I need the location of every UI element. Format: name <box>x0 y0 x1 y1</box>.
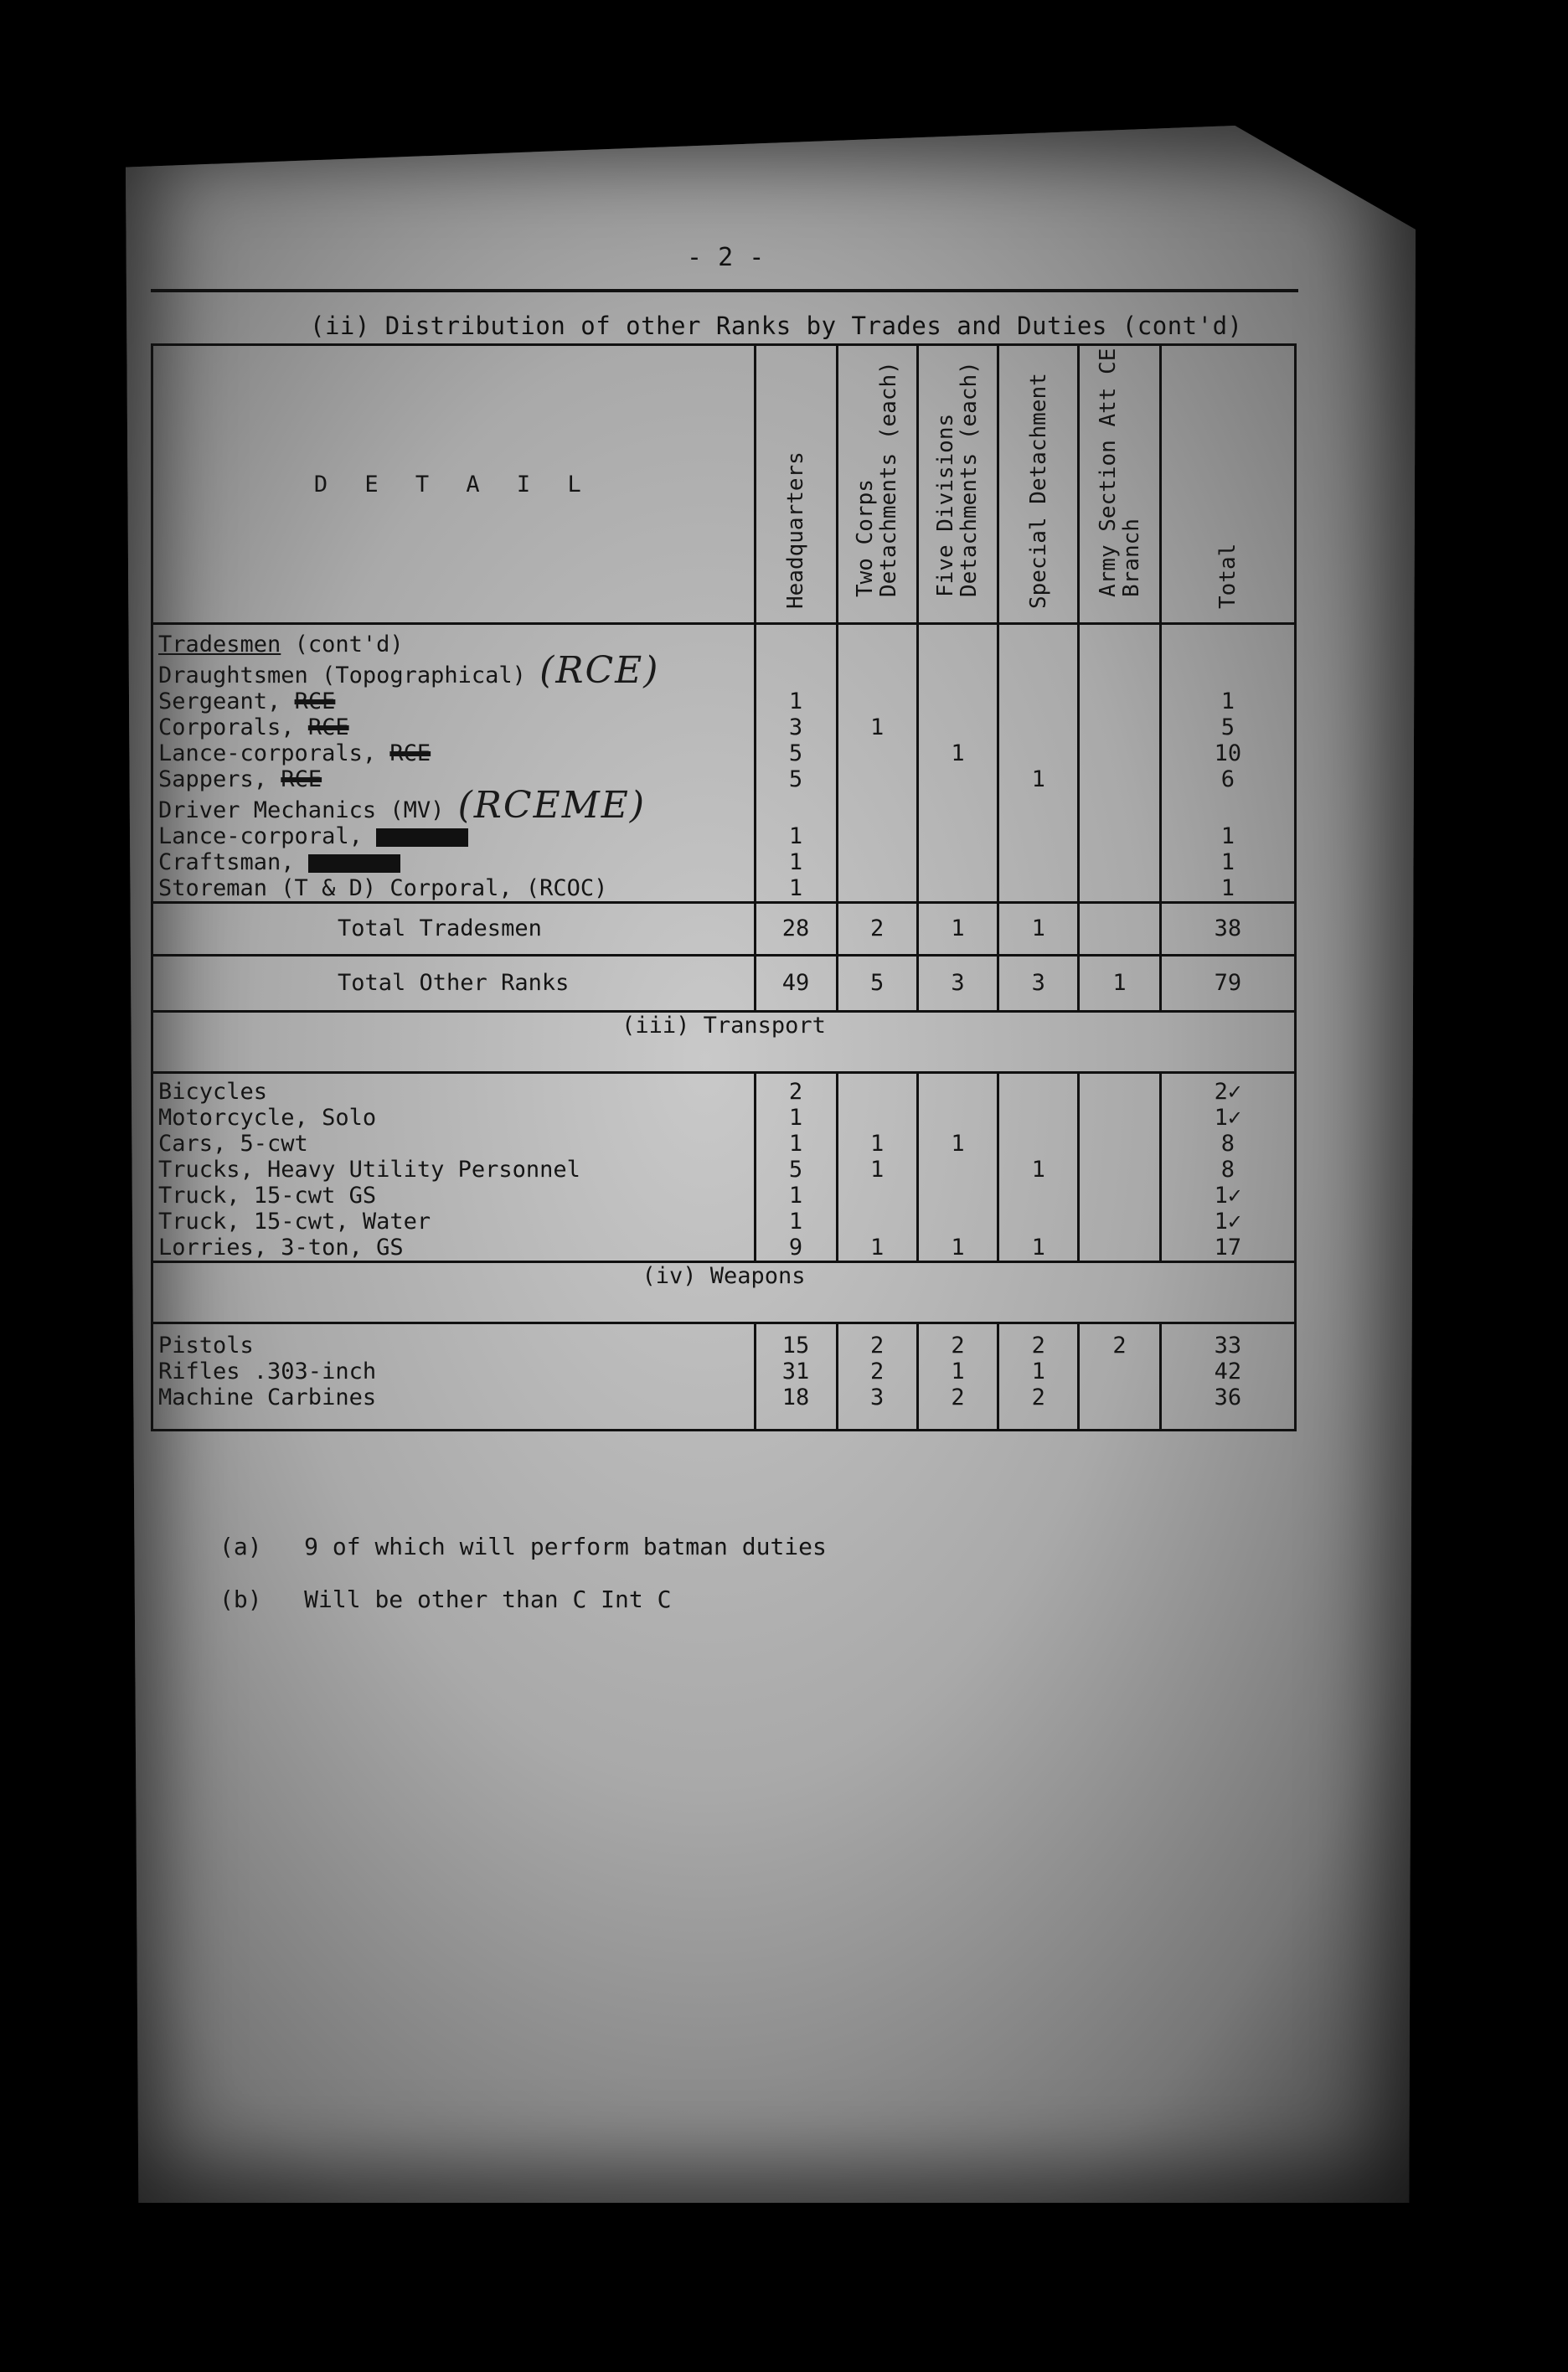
total-other-ranks-row-divs: 3 <box>917 956 998 1012</box>
col-total-label: Total <box>1215 543 1240 609</box>
tradesmen-row-label-text: Lance-corporal, <box>158 823 363 849</box>
section-title: (ii) Distribution of other Ranks by Trades and Duties (cont'd) <box>310 312 1243 340</box>
transport-row <box>152 1209 1296 1235</box>
col-divisions-label: Five Divisions Detachments (each) <box>933 361 983 597</box>
weapons-heading-row-label: (iv) Weapons <box>152 1262 1296 1323</box>
col-divisions <box>917 345 998 624</box>
col-corps-label: Two Corps Detachments (each) <box>853 361 902 597</box>
transport-row-corps <box>837 1073 917 1106</box>
tradesmen-row-corps <box>837 875 917 903</box>
tradesmen-row-special <box>998 688 1079 714</box>
tradesmen-row-struck-text: RCE <box>281 766 322 792</box>
tradesmen-row-total: 5 <box>1160 714 1295 740</box>
transport-body <box>152 1012 1296 1262</box>
weapons-row-corps: 2 <box>837 1359 917 1385</box>
weapons-body <box>152 1262 1296 1431</box>
tradesmen-heading-hq <box>755 624 837 658</box>
transport-row-army <box>1079 1073 1160 1106</box>
tradesmen-row-redaction <box>376 828 468 847</box>
transport-row-hq: 1 <box>755 1105 837 1131</box>
tradesmen-row-divs <box>917 823 998 849</box>
tradesmen-row-army <box>1079 823 1160 849</box>
weapons-row-total: 33 <box>1160 1323 1295 1359</box>
weapons-row-total: 36 <box>1160 1385 1295 1431</box>
transport-row <box>152 1131 1296 1157</box>
tradesmen-row-corps <box>837 688 917 714</box>
tradesmen-row <box>152 766 1296 792</box>
transport-row-corps <box>837 1105 917 1131</box>
weapons-row-label-text: Rifles .303-inch <box>158 1359 377 1385</box>
tradesmen-row-struck-text: RCE <box>294 688 336 714</box>
tradesmen-heading-corps <box>837 624 917 658</box>
tradesmen-row-label-text: Storeman (T & D) Corporal, <box>158 875 513 901</box>
weapons-row-divs: 2 <box>917 1385 998 1431</box>
tradesmen-row-hq: 1 <box>755 688 837 714</box>
weapons-row-special: 1 <box>998 1359 1079 1385</box>
total-other-ranks-row-special: 3 <box>998 956 1079 1012</box>
transport-row-label-text: Bicycles <box>158 1079 268 1105</box>
transport-row-label <box>152 1183 756 1209</box>
transport-row <box>152 1183 1296 1209</box>
tradesmen-row-label-text: Sergeant, <box>158 688 281 714</box>
col-corps <box>837 345 917 624</box>
top-rule <box>151 289 1298 292</box>
tradesmen-row-divs: 1 <box>917 740 998 766</box>
tradesmen-row-special <box>998 714 1079 740</box>
weapons-row-divs: 2 <box>917 1323 998 1359</box>
tradesmen-row-divs <box>917 714 998 740</box>
tradesmen-row-annotation: (RCOC) <box>525 875 608 901</box>
tradesmen-row-corps <box>837 740 917 766</box>
tradesmen-heading-army <box>1079 624 1160 658</box>
weapons-row-corps: 3 <box>837 1385 917 1431</box>
tradesmen-row-army <box>1079 875 1160 903</box>
tradesmen-heading-text: Tradesmen <box>158 632 281 657</box>
total-tradesmen-row <box>152 903 1296 956</box>
tradesmen-row-hq: 5 <box>755 766 837 792</box>
tradesmen-heading-total <box>1160 624 1295 658</box>
tradesmen-row-redaction <box>308 854 400 873</box>
transport-row-hq: 1 <box>755 1209 837 1235</box>
total-tradesmen-row-label <box>152 903 756 956</box>
tradesmen-row-struck-text: RCE <box>389 740 431 766</box>
col-army <box>1079 345 1160 624</box>
col-detail: D E T A I L <box>152 345 756 624</box>
col-headquarters <box>755 345 837 624</box>
col-total <box>1160 345 1295 624</box>
tradesmen-row-army <box>1079 714 1160 740</box>
tradesmen-row-corps: 1 <box>837 714 917 740</box>
transport-row-divs <box>917 1073 998 1106</box>
transport-row-total: 17 <box>1160 1235 1295 1262</box>
tradesmen-row <box>152 688 1296 714</box>
tradesmen-row-corps <box>837 792 917 823</box>
col-headquarters-label: Headquarters <box>783 451 809 609</box>
tradesmen-row <box>152 714 1296 740</box>
tradesmen-row-total: 1 <box>1160 875 1295 903</box>
tradesmen-body <box>152 624 1296 1012</box>
transport-row-corps <box>837 1183 917 1209</box>
weapons-row-label-text: Pistols <box>158 1333 254 1359</box>
transport-row-total: 1✓ <box>1160 1183 1295 1209</box>
footnote-a-mark: (a) <box>219 1533 262 1560</box>
tradesmen-row-total <box>1160 792 1295 823</box>
transport-row-special <box>998 1131 1079 1157</box>
tradesmen-row-total: 10 <box>1160 740 1295 766</box>
transport-row-label <box>152 1157 756 1183</box>
total-tradesmen-row-hq: 28 <box>755 903 837 956</box>
tradesmen-row-label-text: Lance-corporals, <box>158 740 377 766</box>
transport-row-corps: 1 <box>837 1235 917 1262</box>
tradesmen-row-special <box>998 875 1079 903</box>
weapons-heading-row <box>152 1262 1296 1323</box>
transport-row-corps: 1 <box>837 1131 917 1157</box>
tradesmen-row-divs <box>917 875 998 903</box>
tradesmen-row-label-text: Draughtsmen (Topographical) <box>158 663 526 688</box>
tradesmen-row-label <box>152 823 756 849</box>
tradesmen-row-total: 6 <box>1160 766 1295 792</box>
transport-row-label <box>152 1235 756 1262</box>
transport-row <box>152 1235 1296 1262</box>
weapons-row-label-text: Machine Carbines <box>158 1385 377 1410</box>
weapons-row-divs: 1 <box>917 1359 998 1385</box>
col-special-label: Special Detachment <box>1025 373 1051 609</box>
tradesmen-row <box>152 823 1296 849</box>
footnote-a <box>219 1533 827 1560</box>
tradesmen-row <box>152 849 1296 875</box>
tradesmen-row-label <box>152 766 756 792</box>
col-army-label: Army Section Att CE Branch <box>1095 348 1144 597</box>
total-other-ranks-row-corps: 5 <box>837 956 917 1012</box>
transport-row-special <box>998 1183 1079 1209</box>
total-tradesmen-row-divs: 1 <box>917 903 998 956</box>
tradesmen-row-corps <box>837 766 917 792</box>
total-tradesmen-row-total: 38 <box>1160 903 1295 956</box>
transport-row-hq: 5 <box>755 1157 837 1183</box>
weapons-row-special: 2 <box>998 1323 1079 1359</box>
transport-row-army <box>1079 1209 1160 1235</box>
total-other-ranks-row-label <box>152 956 756 1012</box>
tradesmen-row-divs <box>917 766 998 792</box>
tradesmen-row-special: 1 <box>998 766 1079 792</box>
total-tradesmen-row-special: 1 <box>998 903 1079 956</box>
tradesmen-row-hq <box>755 657 837 688</box>
col-special <box>998 345 1079 624</box>
tradesmen-row-struck-text: RCE <box>307 714 349 740</box>
tradesmen-row-divs <box>917 849 998 875</box>
weapons-row-label <box>152 1359 756 1385</box>
total-tradesmen-row-label-text: Total Tradesmen <box>338 915 542 941</box>
tradesmen-row-special <box>998 740 1079 766</box>
transport-row <box>152 1105 1296 1131</box>
transport-row-special <box>998 1105 1079 1131</box>
tradesmen-row-handwritten-annotation: (RCEME) <box>457 784 647 827</box>
transport-heading-row-label: (iii) Transport <box>152 1012 1296 1073</box>
transport-row-label <box>152 1131 756 1157</box>
transport-row-label <box>152 1209 756 1235</box>
tradesmen-row-hq <box>755 792 837 823</box>
tradesmen-row-total: 1 <box>1160 688 1295 714</box>
weapons-row-army <box>1079 1385 1160 1431</box>
total-tradesmen-row-army <box>1079 903 1160 956</box>
total-other-ranks-row-hq: 49 <box>755 956 837 1012</box>
weapons-row-label <box>152 1385 756 1431</box>
tradesmen-row-army <box>1079 688 1160 714</box>
tradesmen-heading-suffix: (cont'd) <box>294 632 404 657</box>
transport-row-divs <box>917 1157 998 1183</box>
total-other-ranks-row-army: 1 <box>1079 956 1160 1012</box>
transport-row-divs <box>917 1105 998 1131</box>
tradesmen-row-label <box>152 875 756 903</box>
tradesmen-row-label <box>152 688 756 714</box>
transport-row-label-text: Truck, 15-cwt, Water <box>158 1209 431 1235</box>
transport-row <box>152 1073 1296 1106</box>
weapons-row-hq: 31 <box>755 1359 837 1385</box>
transport-row <box>152 1157 1296 1183</box>
tradesmen-row-label-text: Sappers, <box>158 766 268 792</box>
total-other-ranks-row-total: 79 <box>1160 956 1295 1012</box>
footnote-b-text: Will be other than C Int C <box>304 1586 672 1613</box>
transport-row-corps: 1 <box>837 1157 917 1183</box>
weapons-row <box>152 1359 1296 1385</box>
page-number: - 2 - <box>687 243 765 272</box>
distribution-table <box>151 343 1297 1431</box>
transport-row-army <box>1079 1105 1160 1131</box>
transport-row-divs: 1 <box>917 1131 998 1157</box>
footnote-a-text: 9 of which will perform batman duties <box>304 1533 827 1560</box>
tradesmen-row-total: 1 <box>1160 849 1295 875</box>
tradesmen-row-army <box>1079 849 1160 875</box>
weapons-row-hq: 18 <box>755 1385 837 1431</box>
tradesmen-row-total: 1 <box>1160 823 1295 849</box>
tradesmen-row-hq: 5 <box>755 740 837 766</box>
total-other-ranks-row-label-text: Total Other Ranks <box>338 970 570 996</box>
tradesmen-row-label <box>152 740 756 766</box>
transport-row-total: 8 <box>1160 1157 1295 1183</box>
tradesmen-row-label <box>152 714 756 740</box>
tradesmen-row-divs <box>917 688 998 714</box>
transport-row-label-text: Cars, 5-cwt <box>158 1131 308 1157</box>
tradesmen-row-special <box>998 792 1079 823</box>
transport-row-divs <box>917 1209 998 1235</box>
tradesmen-row-special <box>998 823 1079 849</box>
tradesmen-row-handwritten-annotation: (RCE) <box>539 649 660 692</box>
tradesmen-heading <box>152 624 756 658</box>
transport-row-total: 1✓ <box>1160 1209 1295 1235</box>
tradesmen-row-hq: 3 <box>755 714 837 740</box>
tradesmen-row-army <box>1079 657 1160 688</box>
tradesmen-row-special <box>998 657 1079 688</box>
weapons-row-hq: 15 <box>755 1323 837 1359</box>
transport-row-total: 8 <box>1160 1131 1295 1157</box>
transport-row-divs <box>917 1183 998 1209</box>
weapons-row-label <box>152 1323 756 1359</box>
tradesmen-row-divs <box>917 657 998 688</box>
footnotes <box>219 1533 827 1638</box>
transport-row-label <box>152 1073 756 1106</box>
tradesmen-row-label <box>152 849 756 875</box>
tradesmen-row-label-text: Corporals, <box>158 714 295 740</box>
tradesmen-row-corps <box>837 823 917 849</box>
transport-row-hq: 1 <box>755 1183 837 1209</box>
tradesmen-row-corps <box>837 657 917 688</box>
tradesmen-heading-special <box>998 624 1079 658</box>
transport-row-special: 1 <box>998 1157 1079 1183</box>
transport-row-special <box>998 1073 1079 1106</box>
transport-row-label <box>152 1105 756 1131</box>
weapons-row-special: 2 <box>998 1385 1079 1431</box>
transport-row-army <box>1079 1131 1160 1157</box>
total-other-ranks-row <box>152 956 1296 1012</box>
transport-row-total: 2✓ <box>1160 1073 1295 1106</box>
transport-row-army <box>1079 1235 1160 1262</box>
tradesmen-row <box>152 792 1296 823</box>
weapons-row <box>152 1323 1296 1359</box>
tradesmen-row-label-text: Driver Mechanics (MV) <box>158 797 445 823</box>
tradesmen-row-hq: 1 <box>755 823 837 849</box>
footnote-b <box>219 1586 827 1613</box>
tradesmen-row-hq: 1 <box>755 849 837 875</box>
weapons-row <box>152 1385 1296 1431</box>
transport-row-army <box>1079 1157 1160 1183</box>
weapons-row-total: 42 <box>1160 1359 1295 1385</box>
transport-row-label-text: Trucks, Heavy Utility Personnel <box>158 1157 580 1183</box>
tradesmen-row-army <box>1079 792 1160 823</box>
transport-row-label-text: Truck, 15-cwt GS <box>158 1183 377 1209</box>
transport-row-hq: 9 <box>755 1235 837 1262</box>
tradesmen-row-hq: 1 <box>755 875 837 903</box>
transport-row-army <box>1079 1183 1160 1209</box>
transport-row-special: 1 <box>998 1235 1079 1262</box>
weapons-row-corps: 2 <box>837 1323 917 1359</box>
tradesmen-row-army <box>1079 740 1160 766</box>
tradesmen-row-label-text: Craftsman, <box>158 849 295 875</box>
tradesmen-heading-row <box>152 624 1296 658</box>
header-row <box>152 345 1296 624</box>
tradesmen-row-label <box>152 784 756 827</box>
tradesmen-row-label <box>152 649 756 692</box>
transport-row-label-text: Lorries, 3-ton, GS <box>158 1235 404 1261</box>
transport-heading-row <box>152 1012 1296 1073</box>
tradesmen-row-divs <box>917 792 998 823</box>
transport-row-hq: 2 <box>755 1073 837 1106</box>
tradesmen-row-army <box>1079 766 1160 792</box>
transport-row-hq: 1 <box>755 1131 837 1157</box>
tradesmen-row <box>152 657 1296 688</box>
weapons-row-army: 2 <box>1079 1323 1160 1359</box>
tradesmen-heading-divs <box>917 624 998 658</box>
transport-row-special <box>998 1209 1079 1235</box>
transport-row-corps <box>837 1209 917 1235</box>
transport-row-label-text: Motorcycle, Solo <box>158 1105 377 1131</box>
tradesmen-row-special <box>998 849 1079 875</box>
footnote-b-mark: (b) <box>219 1586 262 1613</box>
tradesmen-row <box>152 740 1296 766</box>
weapons-row-army <box>1079 1359 1160 1385</box>
transport-row-total: 1✓ <box>1160 1105 1295 1131</box>
tradesmen-row <box>152 875 1296 903</box>
tradesmen-row-total <box>1160 657 1295 688</box>
total-tradesmen-row-corps: 2 <box>837 903 917 956</box>
transport-row-divs: 1 <box>917 1235 998 1262</box>
tradesmen-row-corps <box>837 849 917 875</box>
